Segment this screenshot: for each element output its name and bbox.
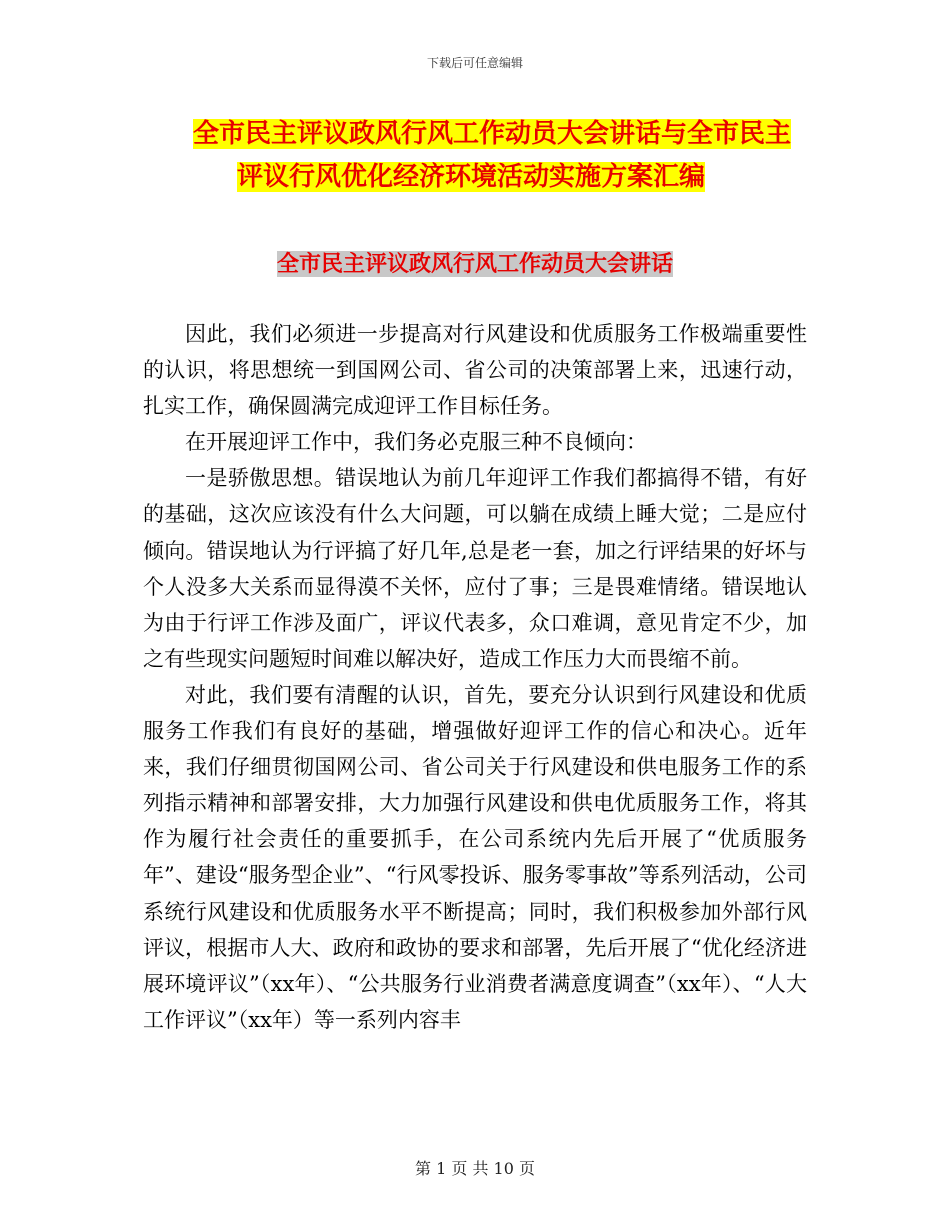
paragraph-3: 一是骄傲思想。错误地认为前几年迎评工作我们都搞得不错，有好的基础，这次应该没有什么大问题，可以躺在成绩上睡大觉；二是应付倾向。错误地认为行评搞了好几年,总是老一套，加之行评结果的好坏与个人没多大关系而显得漠不关怀，应付了事；三是畏难情绪。错误地认为由于行评工作涉及面广，评议代表多，众口难调，意见肯定不少，加之有些现实问题短时间难以解决好，造成工作压力大而畏缩不前。 [143, 466, 807, 671]
document-title-line-2-text: 评议行风优化经济环境活动实施方案汇编 [237, 162, 706, 192]
header-note: 下载后可任意编辑 [426, 56, 523, 70]
document-title-line-1-text: 全市民主评议政风行风工作动员大会讲话与全市民主 [193, 119, 792, 149]
section-title-text: 全市民主评议政风行风工作动员大会讲话 [276, 251, 673, 277]
paragraph-1: 因此，我们必须进一步提高对行风建设和优质服务工作极端重要性的认识，将思想统一到国网公司、省公司的决策部署上来，迅速行动，扎实工作，确保圆满完成迎评工作目标任务。 [143, 322, 807, 419]
section-title [0, 247, 950, 278]
paragraph-2: 在开展迎评工作中，我们务必克服三种不良倾向： [185, 430, 647, 455]
document-body [143, 316, 807, 1038]
document-title-line-1 [0, 113, 950, 150]
page-number-footer: 第 1 页 共 10 页 [415, 1159, 535, 1178]
document-title-line-2 [0, 156, 950, 193]
paragraph-4: 对此，我们要有清醒的认识，首先，要充分认识到行风建设和优质服务工作我们有良好的基础，增强做好迎评工作的信心和决心。近年来，我们仔细贯彻国网公司、省公司关于行风建设和供电服务工作的系列指示精神和部署安排，大力加强行风建设和供电优质服务工作，将其作为履行社会责任的重要抓手，在公司系统内先后开展了“优质服务年”、建设“服务型企业”、“行风零投诉、服务零事故”等系列活动，公司系统行风建设和优质服务水平不断提高；同时，我们积极参加外部行风评议，根据市人大、政府和政协的要求和部署，先后开展了“优化经济进展环境评议”（xx年）、“公共服务行业消费者满意度调查”（xx年）、“人大工作评议”（xx年）等一系列内容丰 [143, 682, 807, 1032]
